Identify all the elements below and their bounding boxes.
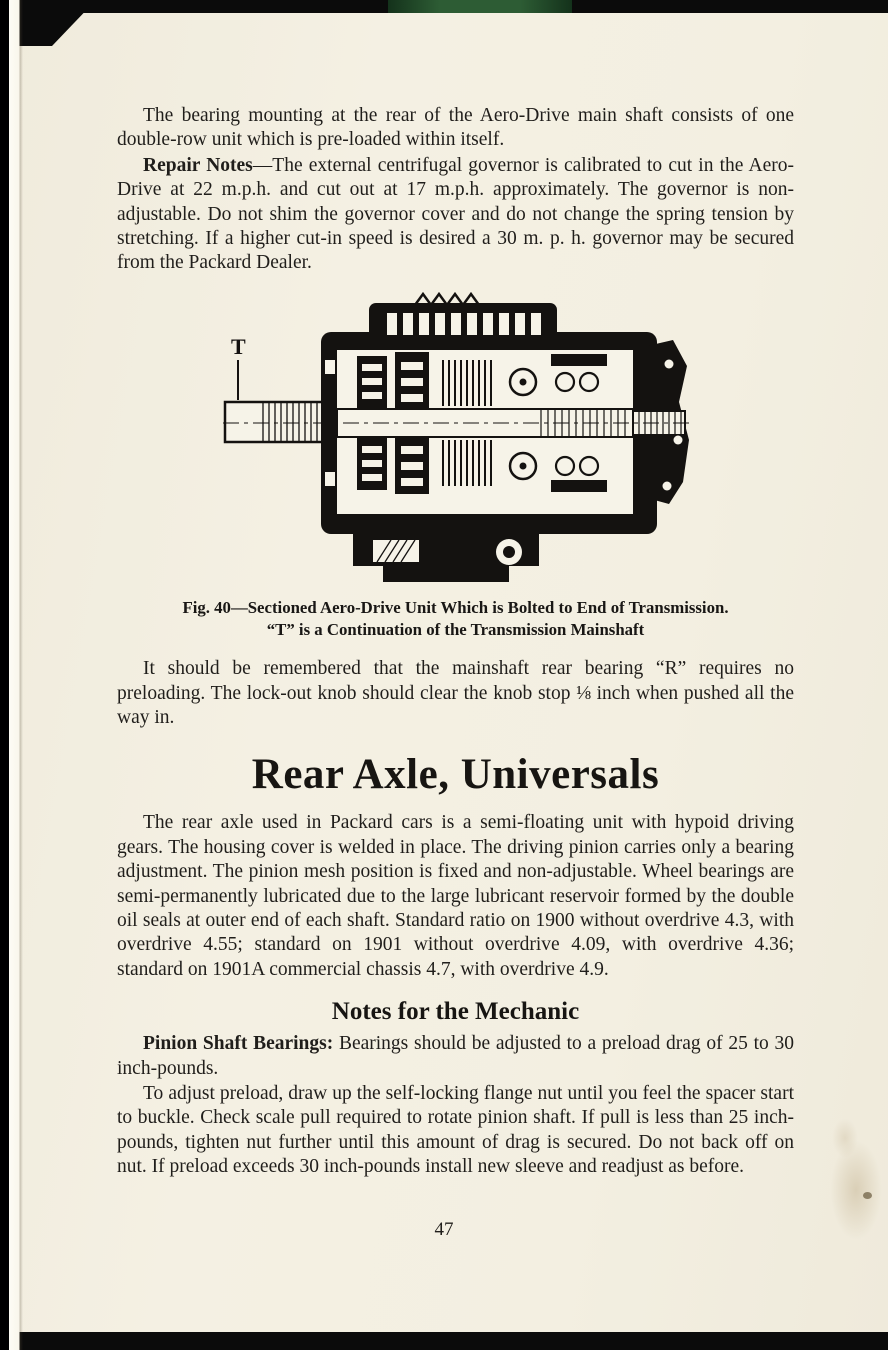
section-heading-rear-axle: Rear Axle, Universals [251,751,660,799]
paragraph-pinion-shaft-bearings [117,1032,794,1081]
pinion-shaft-bearings-text: Bearings should be adjusted to a preload drag of 25 to 30 inch-pounds. [117,1033,794,1079]
aero-drive-sectional-drawing [221,290,691,582]
scan-edge-bottom [0,1332,888,1350]
subsection-heading-notes-for-mechanic: Notes for the Mechanic [331,998,580,1026]
paragraph-mainshaft-bearing: It should be remembered that the mainshaft rear bearing “R” requires no preloading. The lock-out knob should clear the knob stop ⅛ inch when pushed all the way in. [117,658,794,728]
repair-notes-lead: Repair Notes [143,154,253,176]
paper-speck [863,1192,872,1199]
page-content [117,104,794,1180]
paragraph-repair-notes [117,154,794,276]
paragraph-rear-axle-description: The rear axle used in Packard cars is a semi-floating unit with hypoid driving gears. The housing cover is welded in place. The driving pinion carries only a bearing adjustment. The pinion mesh position is fixed and non-adjustable. Wheel bearings are semi-permanently lubricated due to the large lubricant reservoir formed by the double oil seals at outer end of each shaft. Standard ratio on 1900 without overdrive 4.3, with overdrive 4.55; standard on 1901 without overdrive 4.09, with overdrive 4.36; standard on 1901A commercial chassis 4.7, with overdrive 4.9. [117,812,794,980]
figure-caption-line-1: Fig. 40—Sectioned Aero-Drive Unit Which is Bolted to End of Transmission. [182,597,729,617]
repair-notes-text: —The external centrifugal governor is calibrated to cut in the Aero-Drive at 22 m.p.h. and cut out at 17 m.p.h. approximately. The governor is non-adjustable. Do not shim the governor cover and do not change the spring tension by stretching. If a higher cut-in speed is desired a 30 m. p. h. governor may be secured from the Packard Dealer. [117,154,794,274]
scan-edge-top [0,0,888,13]
figure-40 [117,290,794,641]
scan-edge-green-segment [388,0,572,13]
paragraph-adjust-preload: To adjust preload, draw up the self-locking flange nut until you feel the spacer start to buckle. Check scale pull required to rotate pinion shaft. If pull is less than 25 inch-pounds, tighten nut further until this amount of drag is secured. Do not back off on nut. If preload exceeds 30 inch-pounds install new sleeve and readjust as before. [117,1083,794,1178]
figure-label-t: T [230,333,246,359]
figure-40-caption [117,597,794,641]
paragraph-bearing-mounting: The bearing mounting at the rear of the Aero-Drive main shaft consists of one double-row unit which is pre-loaded within itself. [117,105,794,151]
paper-stain-small [832,1118,858,1158]
page-number: 47 [434,1219,454,1240]
input-shaft [225,402,329,442]
figure-caption-line-2: “T” is a Continuation of the Transmission Mainshaft [266,620,645,640]
binding-edge [0,0,23,1350]
pinion-shaft-bearings-lead: Pinion Shaft Bearings: [143,1033,334,1055]
shaft-label-t-group [231,334,246,400]
